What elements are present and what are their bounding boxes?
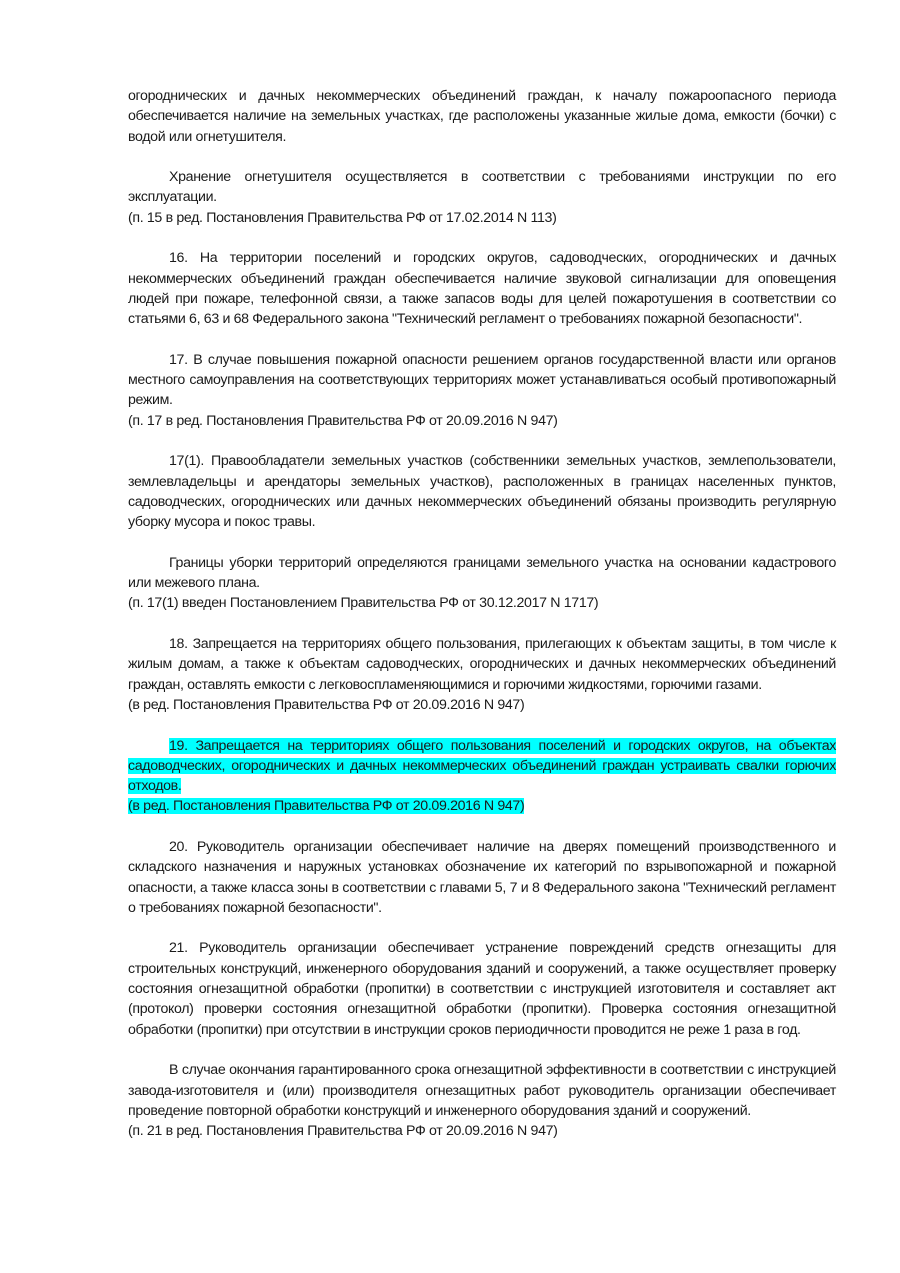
highlight-span: 19. Запрещается на территориях общего пользования поселений и городских округов, на объектах садоводческих, огороднических и дачных некоммерческих объединений граждан устраивать свалки горючих отходов.: [128, 737, 836, 795]
paragraph: В случае окончания гарантированного срока огнезащитной эффективности в соответствии с инструкцией завода-изготовителя и (или) производителя огнезащитных работ руководитель организации обеспечивает проведение повторной обработки конструкций и инженерного оборудования зданий и сооружений.: [128, 1062, 836, 1119]
paragraph: 17. В случае повышения пожарной опасности решением органов государственной власти или органов местного самоуправления на соответствующих территориях может устанавливаться особый противопожарный режим.: [128, 351, 836, 409]
highlight-span: (в ред. Постановления Правительства РФ от 20.09.2016 N 947): [128, 798, 525, 815]
paragraph-continuation: огороднических и дачных некоммерческих объединений граждан, к началу пожароопасного периода обеспечивается наличие на земельных участках, где расположены указанные жилые дома, емкости (бочки) с водой или огнетушителя.: [128, 88, 836, 145]
clause-17-1-continuation: [128, 553, 836, 614]
clause-18: [128, 634, 836, 715]
clause-21: [128, 938, 836, 1039]
paragraph: Границы уборки территорий определяются границами земельного участка на основании кадастрового или межевого плана.: [128, 554, 836, 592]
paragraph: 21. Руководитель организации обеспечивает устранение повреждений средств огнезащиты для строительных конструкций, инженерного оборудования зданий и сооружений, а также осуществляет проверку состояния огнезащитной обработки (пропитки) в соответствии с инструкцией изготовителя и составляет акт (протокол) проверки состояния огнезащитной обработки (пропитки). Проверка состояния огнезащитной обработки (пропитки) при отсутствии в инструкции сроков периодичности проводится не реже 1 раза в год.: [128, 940, 836, 1038]
clause-21-continuation: [128, 1060, 836, 1141]
amendment-reference: [128, 796, 836, 816]
clause-17-1: [128, 451, 836, 532]
paragraph: 20. Руководитель организации обеспечивает наличие на дверях помещений производственного и складского назначения и наружных установках обозначение их категорий по взрывопожарной и пожарной опасности, а также класса зоны в соответствии с главами 5, 7 и 8 Федерального закона "Технический регламент о требованиях пожарной безопасности".: [128, 838, 836, 916]
paragraph: 17(1). Правообладатели земельных участков (собственники земельных участков, землепользователи, землевладельцы и арендаторы земельных участков), расположенных в границах населенных пунктов, садоводческих, огороднических или дачных некоммерческих объединений обязаны производить регулярную уборку мусора и покос травы.: [128, 453, 836, 531]
document-page: [128, 86, 836, 1162]
paragraph: 16. На территории поселений и городских округов, садоводческих, огороднических и дачных некоммерческих объединений граждан обеспечивается наличие звуковой сигнализации для оповещения людей при пожаре, телефонной связи, а также запасов воды для целей пожаротушения в соответствии со статьями 6, 63 и 68 Федерального закона "Технический регламент о требованиях пожарной безопасности".: [128, 250, 836, 328]
amendment-reference: (п. 17(1) введен Постановлением Правительства РФ от 30.12.2017 N 1717): [128, 595, 599, 612]
clause-16: [128, 248, 836, 329]
amendment-reference: (п. 15 в ред. Постановления Правительства РФ от 17.02.2014 N 113): [128, 209, 557, 226]
paragraph-block: [128, 86, 836, 147]
amendment-reference: (в ред. Постановления Правительства РФ от 20.09.2016 N 947): [128, 696, 525, 713]
paragraph: 18. Запрещается на территориях общего пользования, прилегающих к объектам защиты, в том числе к жилым домам, а также к объектам садоводческих, огороднических и дачных некоммерческих объединений граждан, оставлять емкости с легковоспламеняющимися и горючими жидкостями, горючими газами.: [128, 636, 836, 693]
paragraph-block: [128, 167, 836, 228]
amendment-reference: (п. 17 в ред. Постановления Правительства РФ от 20.09.2016 N 947): [128, 412, 558, 429]
amendment-reference: (п. 21 в ред. Постановления Правительства РФ от 20.09.2016 N 947): [128, 1123, 558, 1140]
clause-20: [128, 837, 836, 918]
clause-17: [128, 350, 836, 431]
highlighted-paragraph: [128, 736, 836, 797]
paragraph: Хранение огнетушителя осуществляется в соответствии с требованиями инструкции по его эксплуатации.: [128, 169, 836, 206]
clause-19-highlighted: [128, 736, 836, 817]
